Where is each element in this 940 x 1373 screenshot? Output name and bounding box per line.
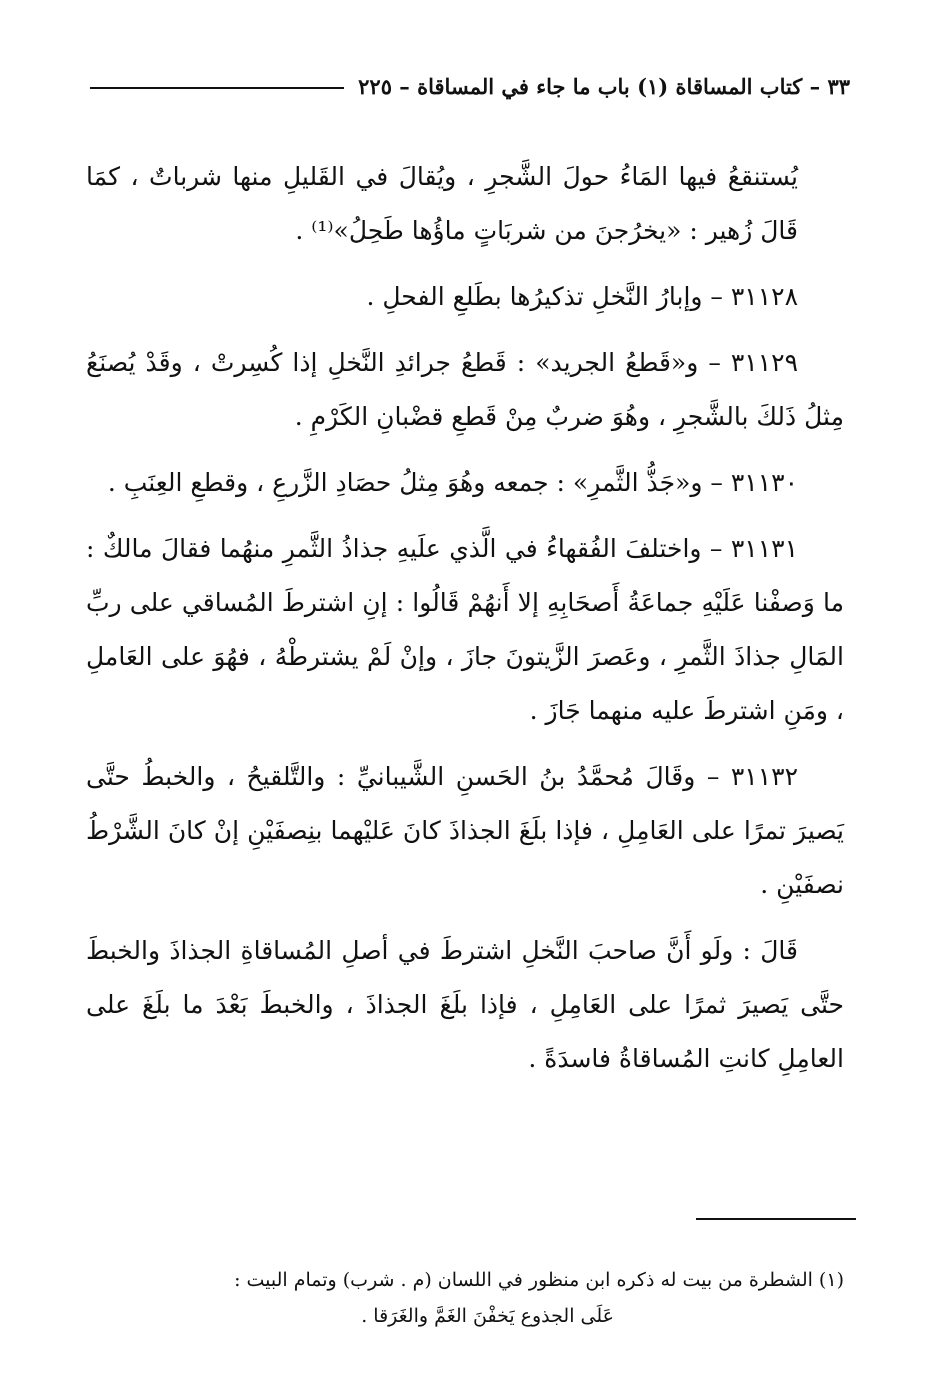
paragraph-31128: ٣١١٢٨ – وإبارُ النَّخلِ تذكيرُها بطَلعِ الفحلِ . bbox=[366, 282, 798, 311]
footnotes bbox=[86, 1262, 844, 1334]
paragraph-31129: ٣١١٢٩ – و«قَطعُ الجريد» : قَطعُ جرائدِ النَّخلِ إذا كُسِرتْ ، وقَدْ يُصنَعُ مِثلُ ذَلكَ بالشَّجرِ ، وهُوَ ضربٌ مِنْ قَطعِ قضْبانِ الكَرْمِ . bbox=[86, 348, 844, 431]
footnote-rule bbox=[696, 1218, 856, 1220]
paragraph-31132: ٣١١٣٢ – وقَالَ مُحمَّدُ بنُ الحَسنِ الشَّيبانيِّ : والتَّلقيحُ ، والخبطُ حتَّى يَصيرَ تمرًا على العَامِلِ ، فإذا بلَغَ الجذاذَ كانَ عَليْهما بنِصفَيْنِ إنْ كانَ الشَّرْطُ نصفَيْنِ . bbox=[86, 762, 844, 899]
paragraph-1: يُستنقعُ فيها المَاءُ حولَ الشَّجرِ ، ويُقالَ في القَليلِ منها شرباتٌ ، كمَا قَالَ زُهير : «يخرُجنَ من شربَاتٍ ماؤُها طَحِلُ»⁽¹⁾ . bbox=[86, 162, 798, 245]
paragraph-qala: قَالَ : ولَو أَنَّ صاحبَ النَّخلِ اشترطَ في أصلِ المُساقاةِ الجذاذَ والخبطَ حتَّى يَصيرَ ثمرًا على العَامِلِ ، فإذا بلَغَ الجذاذَ ، والخبطَ بَعْدَ ما بلَغَ على العامِلِ كانتِ المُساقاةُ فاسدَةً . bbox=[86, 936, 844, 1073]
paragraph-31130: ٣١١٣٠ – و«جَذُّ الثَّمرِ» : جمعه وهُوَ مِثلُ حصَادِ الزَّرعِ ، وقطعِ العِنَبِ . bbox=[107, 468, 798, 497]
header-rule bbox=[90, 87, 344, 89]
footnote-1-verse: عَلَى الجذوع يَخفْنَ الغَمَّ والغَرَقا . bbox=[361, 1305, 614, 1327]
page-header bbox=[90, 68, 850, 104]
main-text bbox=[86, 150, 844, 1098]
paragraph-31131: ٣١١٣١ – واختلفَ الفُقهاءُ في الَّذي علَيهِ جذاذُ الثَّمرِ منهُما فقالَ مالكٌ : ما وَصفْنا عَلَيْهِ جماعَةُ أَصحَابِهِ إلا أَنهُمْ قَالُوا : إنِ اشترطَ المُساقي على ربِّ المَالِ جذاذَ الثَّمرِ ، وعَصرَ الزَّيتونَ جازَ ، وإنْ لَمْ يشترطْهُ ، فهُوَ على العَاملِ ، ومَنِ اشترطَ عليه منهما جَازَ . bbox=[86, 534, 844, 725]
running-title: ٣٣ – كتاب المساقاة (١) باب ما جاء في المساقاة – ٢٢٥ bbox=[358, 73, 850, 99]
footnote-1: (١) الشطرة من بيت له ذكره ابن منظور في اللسان (م . شرب) وتمام البيت : bbox=[234, 1269, 844, 1291]
